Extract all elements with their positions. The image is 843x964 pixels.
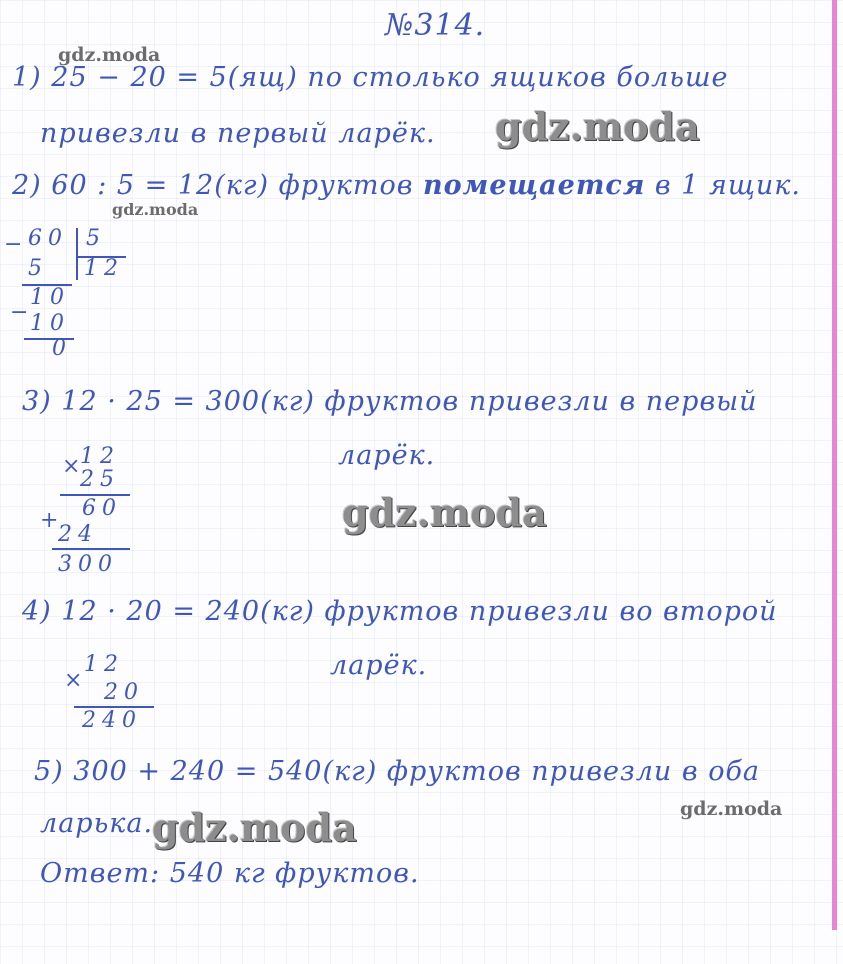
watermark-small-2: gdz.moda xyxy=(112,200,199,219)
step-3-line-1: 3) 12 · 25 = 300(кг) фруктов привезли в первый xyxy=(22,386,758,417)
mult-1-partial-2: 24 xyxy=(58,522,98,547)
step-2-text: 2) 60 : 5 = 12(кг) фруктов xyxy=(12,170,414,201)
mult-2-result: 240 xyxy=(82,708,142,733)
step-2-line-1 xyxy=(12,170,801,201)
watermark-small-3: gdz.moda xyxy=(680,798,783,820)
watermark-large-2: gdz.moda xyxy=(342,490,547,535)
step-5-line-2: ларька. xyxy=(40,808,154,839)
mult-1-factor-a: 12 xyxy=(80,444,120,469)
mult-1-sign: × xyxy=(62,454,87,479)
division-remainder-1: 10 xyxy=(30,285,70,310)
division-sub-1: 5 xyxy=(28,256,48,281)
division-divisor: 5 xyxy=(86,226,106,251)
watermark-large-1: gdz.moda xyxy=(495,104,700,149)
mult-2-sign: × xyxy=(64,668,89,693)
division-minus-1: − xyxy=(4,232,29,257)
step-2-tail: в 1 ящик. xyxy=(654,170,801,201)
step-2-emphasis: помещается xyxy=(423,170,646,201)
mult-1-rule-2 xyxy=(52,548,130,550)
mult-1-partial-1: 60 xyxy=(82,496,122,521)
step-4-line-2: ларёк. xyxy=(330,650,428,681)
division-bar xyxy=(76,228,78,280)
step-1-line-2: привезли в первый ларёк. xyxy=(40,118,436,149)
division-quotient: 12 xyxy=(84,256,124,281)
watermark-small-1: gdz.moda xyxy=(58,44,161,66)
division-dividend: 60 xyxy=(28,226,68,251)
step-4-line-1: 4) 12 · 20 = 240(кг) фруктов привезли во второй xyxy=(22,596,778,627)
step-1-line-1: 1) 25 − 20 = 5(ящ) по столько ящиков больше xyxy=(12,62,729,93)
division-sub-2: 10 xyxy=(30,311,70,336)
answer-line: Ответ: 540 кг фруктов. xyxy=(40,858,420,889)
mult-2-factor-b: 20 xyxy=(104,680,144,705)
mult-1-result: 300 xyxy=(58,552,118,577)
mult-1-factor-b: 25 xyxy=(80,467,120,492)
step-3-line-2: ларёк. xyxy=(338,440,436,471)
problem-number: №314. xyxy=(385,8,486,43)
watermark-large-3: gdz.moda xyxy=(152,805,357,850)
division-remainder-2: 0 xyxy=(52,336,72,361)
margin-line xyxy=(832,0,837,930)
mult-2-factor-a: 12 xyxy=(84,652,124,677)
step-5-line-1: 5) 300 + 240 = 540(кг) фруктов привезли в оба xyxy=(34,756,761,787)
mult-1-plus: + xyxy=(40,508,65,533)
division-minus-2: − xyxy=(10,300,35,325)
